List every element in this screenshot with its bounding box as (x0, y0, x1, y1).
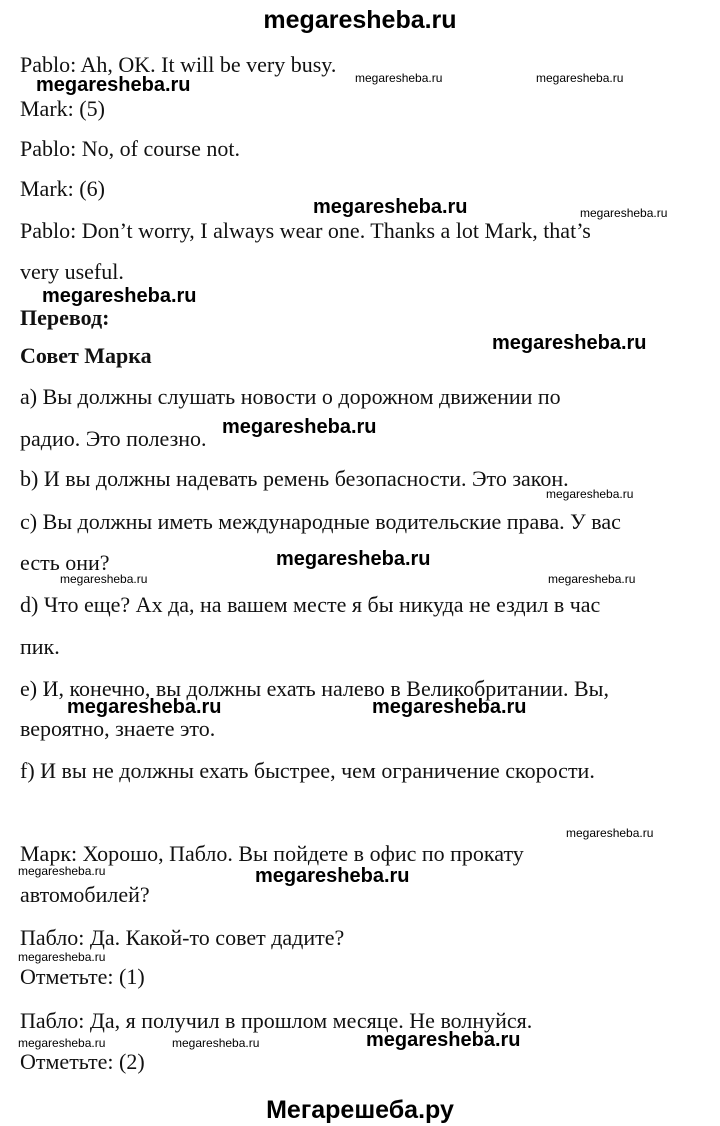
dialogue-line: Mark: (6) (20, 176, 105, 201)
watermark: megaresheba.ru (492, 332, 647, 354)
watermark: megaresheba.ru (313, 196, 468, 218)
watermark: megaresheba.ru (18, 864, 106, 878)
watermark: megaresheba.ru (355, 71, 443, 85)
watermark: megaresheba.ru (276, 548, 431, 570)
watermark: megaresheba.ru (580, 206, 668, 220)
dialogue-line: Pablo: Ah, OK. It will be very busy. (20, 52, 337, 77)
dialogue-line: very useful. (20, 259, 124, 284)
translation-line: вероятно, знаете это. (20, 716, 216, 741)
dialogue-line: Pablo: Don’t worry, I always wear one. Thanks a lot Mark, that’s (20, 218, 591, 243)
translation-line: есть они? (20, 550, 110, 575)
translation-line: радио. Это полезно. (20, 426, 207, 451)
dialogue-line: Pablo: No, of course not. (20, 136, 240, 161)
watermark: megaresheba.ru (548, 572, 636, 586)
dialogue-line: Пабло: Да. Какой-то совет дадите? (20, 925, 345, 950)
dialogue-line: Марк: Хорошо, Пабло. Вы пойдете в офис по прокату (20, 841, 524, 866)
translation-line: e) И, конечно, вы должны ехать налево в Великобритании. Вы, (20, 676, 609, 701)
watermark: megaresheba.ru (222, 416, 377, 438)
watermark: megaresheba.ru (42, 285, 197, 307)
dialogue-line: Mark: (5) (20, 96, 105, 121)
site-footer: Мегарешеба.ру (266, 1096, 454, 1124)
dialogue-line: автомобилей? (20, 882, 150, 907)
translation-line: f) И вы не должны ехать быстрее, чем ограничение скорости. (20, 758, 595, 783)
watermark: megaresheba.ru (255, 865, 410, 887)
watermark: megaresheba.ru (536, 71, 624, 85)
translation-heading: Перевод: (20, 305, 110, 330)
watermark: megaresheba.ru (172, 1036, 260, 1050)
translation-line: d) Что еще? Ах да, на вашем месте я бы никуда не ездил в час (20, 592, 601, 617)
site-header: megaresheba.ru (263, 6, 457, 34)
translation-line: b) И вы должны надевать ремень безопасности. Это закон. (20, 466, 569, 491)
watermark: megaresheba.ru (366, 1029, 521, 1051)
translation-subheading: Совет Марка (20, 343, 152, 368)
watermark: megaresheba.ru (67, 696, 222, 718)
dialogue-line: Пабло: Да, я получил в прошлом месяце. Не волнуйся. (20, 1008, 533, 1033)
dialogue-line: Отметьте: (2) (20, 1049, 145, 1074)
watermark: megaresheba.ru (18, 950, 106, 964)
translation-line: пик. (20, 634, 60, 659)
dialogue-line: Отметьте: (1) (20, 964, 145, 989)
watermark: megaresheba.ru (60, 572, 148, 586)
watermark: megaresheba.ru (18, 1036, 106, 1050)
watermark: megaresheba.ru (372, 696, 527, 718)
translation-line: c) Вы должны иметь международные водительские права. У вас (20, 509, 621, 534)
translation-line: a) Вы должны слушать новости о дорожном движении по (20, 384, 561, 409)
watermark: megaresheba.ru (546, 487, 634, 501)
watermark: megaresheba.ru (566, 826, 654, 840)
watermark: megaresheba.ru (36, 74, 191, 96)
